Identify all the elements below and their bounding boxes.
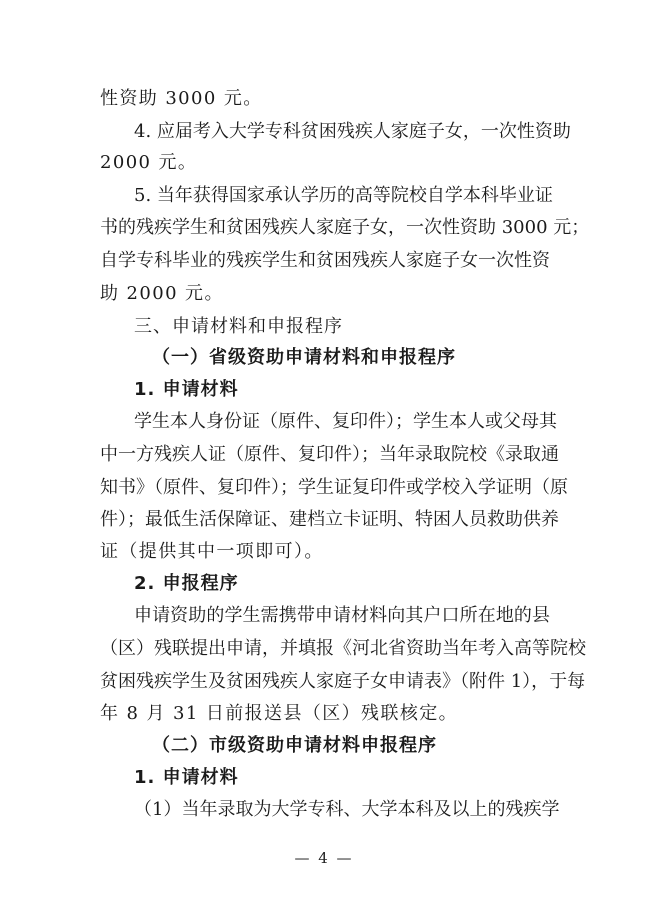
section-heading: 三、申请材料和申报程序 — [134, 316, 343, 337]
item-heading: 2. 申报程序 — [134, 573, 239, 594]
item-heading: 1. 申请材料 — [134, 379, 239, 400]
text-line: （区）残联提出申请，并填报《河北省资助当年考入高等院校 — [100, 638, 586, 659]
item-heading: 1. 申请材料 — [134, 767, 239, 788]
text-line: 4. 应届考入大学专科贫困残疾人家庭子女，一次性资助 — [134, 121, 571, 142]
subsection-heading: （一）省级资助申请材料和申报程序 — [152, 347, 456, 368]
text-line: 年 8 月 31 日前报送县（区）残联核定。 — [100, 703, 459, 724]
text-line: 性资助 3000 元。 — [100, 88, 263, 109]
text-line: 自学专科毕业的残疾学生和贫困残疾人家庭子女一次性资 — [100, 250, 550, 271]
text-line: 助 2000 元。 — [100, 283, 224, 304]
text-line: 书的残疾学生和贫困残疾人家庭子女，一次性资助 3000 元； — [100, 217, 590, 238]
text-line: 证（提供其中一项即可）。 — [100, 541, 324, 562]
text-line: 5. 当年获得国家承认学历的高等院校自学本科毕业证 — [134, 185, 553, 206]
text-line: （1）当年录取为大学专科、大学本科及以上的残疾学 — [134, 799, 560, 820]
text-line: 申请资助的学生需携带申请材料向其户口所在地的县 — [134, 605, 550, 626]
text-line: 学生本人身份证（原件、复印件）；学生本人或父母其 — [134, 411, 557, 432]
text-line: 知书》（原件、复印件）；学生证复印件或学校入学证明（原 — [100, 477, 568, 498]
subsection-heading: （二）市级资助申请材料申报程序 — [152, 735, 437, 756]
page-number: — 4 — — [294, 849, 354, 867]
text-line: 中一方残疾人证（原件、复印件）；当年录取院校《录取通 — [100, 444, 559, 465]
text-line: 2000 元。 — [100, 152, 198, 173]
text-line: 贫困残疾学生及贫困残疾人家庭子女申请表》（附件 1），于每 — [100, 671, 586, 692]
text-line: 件）；最低生活保障证、建档立卡证明、特困人员救助供养 — [100, 509, 559, 530]
